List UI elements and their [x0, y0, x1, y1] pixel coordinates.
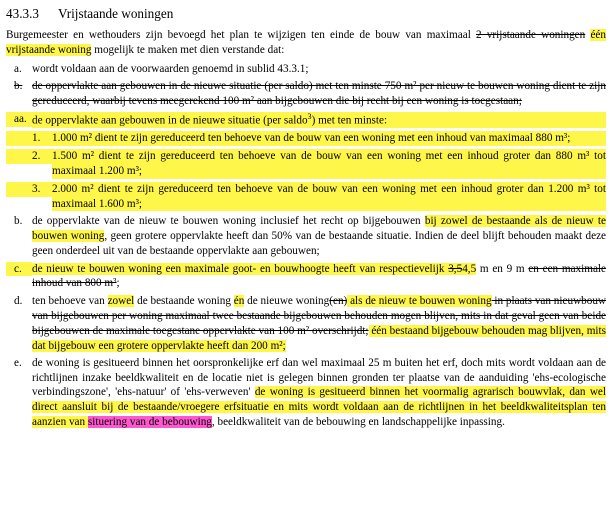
list-item-text: [32, 112, 606, 129]
list-item-marker: c.: [6, 262, 32, 277]
segment-text: , beeldkwaliteit van de bebouwing en landschappelijke inpassing.: [211, 415, 505, 428]
segment-text: de oppervlakte van de nieuw te bouwen woning inclusief het recht op bijgebouwen: [32, 215, 425, 228]
list-item: [6, 262, 606, 292]
intro-paragraph: [6, 28, 606, 58]
segment-text-struck: (en): [329, 295, 348, 308]
list-item-marker: b.: [14, 80, 23, 93]
segment-text-highlight: zowel: [107, 295, 135, 308]
list-item-text: [32, 294, 606, 353]
segment-text-highlight: de nieuw te bouwen woning een maximale goot- en bouwhoogte heeft van respectievelijk: [32, 262, 449, 275]
segment-text-struck: 3,5: [448, 262, 463, 275]
intro-part1: Burgemeester en wethouders zijn bevoegd het plan te wijzigen ten einde de bouw van maximaal: [6, 29, 477, 41]
list-item-text: wordt voldaan aan de voorwaarden genoemd in sublid 43.3.1;: [32, 62, 309, 75]
list-item: [6, 131, 606, 146]
list-item: [6, 182, 606, 212]
list-item: [6, 294, 606, 353]
list-item-text: [32, 214, 606, 258]
segment-text: ten behoeve van: [32, 295, 108, 308]
segment-text-struck: en een maximale inhoud van 800 m³: [32, 262, 606, 290]
segment-text-pink-highlight: situering van de bebouwing: [87, 415, 212, 428]
conditions-list: [6, 62, 606, 430]
list-item: [6, 214, 606, 258]
section-title: Vrijstaande woningen: [58, 6, 174, 21]
list-item: [6, 149, 606, 179]
segment-text: de bestaande woning: [134, 295, 234, 308]
list-item-marker: e.: [14, 357, 22, 370]
section-heading: [6, 6, 606, 22]
list-item-marker: aa.: [6, 112, 32, 127]
list-item-marker: a.: [14, 62, 22, 75]
segment-text-highlight: de woning is gesitueerd binnen het voormalig agrarisch bouwvlak, dan wel direct aansluit bij de bestaande/vroegere erfsituatie en mits wordt voldaan aan de richtlijnen in het beeldkwaliteitsplan ten aanzien van: [32, 386, 606, 428]
list-item-marker: 1.: [6, 131, 52, 146]
section-number: 43.3.3: [6, 6, 39, 21]
list-item-text: de oppervlakte aan gebouwen in de nieuwe situatie (per saldo) met ten minste 750 m² per nieuw te bouwen woning dient te zijn gereduceerd, waarbij tevens meegerekend 100 m² aan bijgebouwen die bij recht bij een woning is toegestaan;: [32, 80, 606, 108]
aa-superscript: 3: [307, 111, 312, 121]
segment-text-highlight: als de nieuw te bouwen woning: [347, 295, 492, 308]
list-item-text: 1.500 m² dient te zijn gereduceerd ten behoeve van de bouw van een woning met een inhoud groter dan 880 m³ tot maximaal 1.200 m³;: [52, 150, 606, 177]
list-item-text: 2.000 m² dient te zijn gereduceerd ten behoeve van de bouw van een woning met een inhoud groter dan 1.200 m³ tot maximaal 1.600 m³;: [52, 182, 606, 210]
segment-text-highlight: én: [233, 295, 245, 308]
aa-text-after: ) met ten minste:: [311, 114, 388, 127]
segment-text-struck: in plaats van nieuwbouw van bijgebouwen per woning maximaal twee bestaande bijgebouwen behouden mogen blijven, mits in dat geval geen van beide bijgebouwen de maximale toegestane oppervlakte van 100 m² overschrijdt;: [32, 295, 607, 337]
aa-text-before: de oppervlakte aan gebouwen in de nieuwe situatie (per saldo: [32, 114, 308, 127]
intro-struck-text: 2 vrijstaande woningen: [476, 29, 586, 41]
list-item-text: 1.000 m² dient te zijn gereduceerd ten behoeve van de bouw van een woning met een inhoud van maximaal 880 m³;: [52, 131, 606, 146]
segment-text: de woning is gesitueerd binnen het oorspronkelijke erf dan wel maximaal 25 m buiten het erf, doch mits wordt voldaan aan de richtlijnen inzake beeldkwaliteit en de locatie niet is gelegen binnen gronden ter plaatse van de aanduiding 'ehs-ecologische verbindingszone', 'ehs-natuur' of 'ehs-verweven': [32, 357, 606, 399]
list-item-text: [32, 356, 606, 429]
list-item-marker: d.: [14, 295, 23, 308]
segment-text-highlight: bij zowel de bestaande als de nieuw te bouwen woning: [32, 215, 606, 243]
list-item: [6, 62, 606, 77]
list-item-aa: [6, 112, 606, 129]
segment-text: , geen grotere oppervlakte heeft dan 50% van de bestaande situatie. Indien de deel blijft behouden maakt deze geen onderdeel uit van de bestaande oppervlakte aan gebouwen;: [32, 230, 606, 257]
segment-text-highlight: 4,5: [462, 262, 477, 275]
intro-part2: mogelijk te maken met dien verstande dat:: [91, 43, 285, 56]
list-item-marker: b.: [14, 215, 23, 228]
intro-inserted-text: één vrijstaande woning: [6, 29, 606, 56]
segment-text: ;: [116, 277, 120, 290]
list-item-marker: 3.: [6, 182, 52, 197]
list-item-marker: 2.: [6, 149, 52, 164]
segment-text-highlight: één bestaand bijgebouw behouden mag blijven, mits dat bijgebouw een grotere oppervlakte heeft dan 200 m²;: [32, 324, 606, 352]
segment-text: de nieuwe woning: [244, 295, 330, 308]
segment-text: m en 9 m: [476, 262, 529, 275]
list-item-struck: [6, 79, 606, 109]
list-item-text: [32, 262, 606, 292]
list-item: [6, 356, 606, 429]
